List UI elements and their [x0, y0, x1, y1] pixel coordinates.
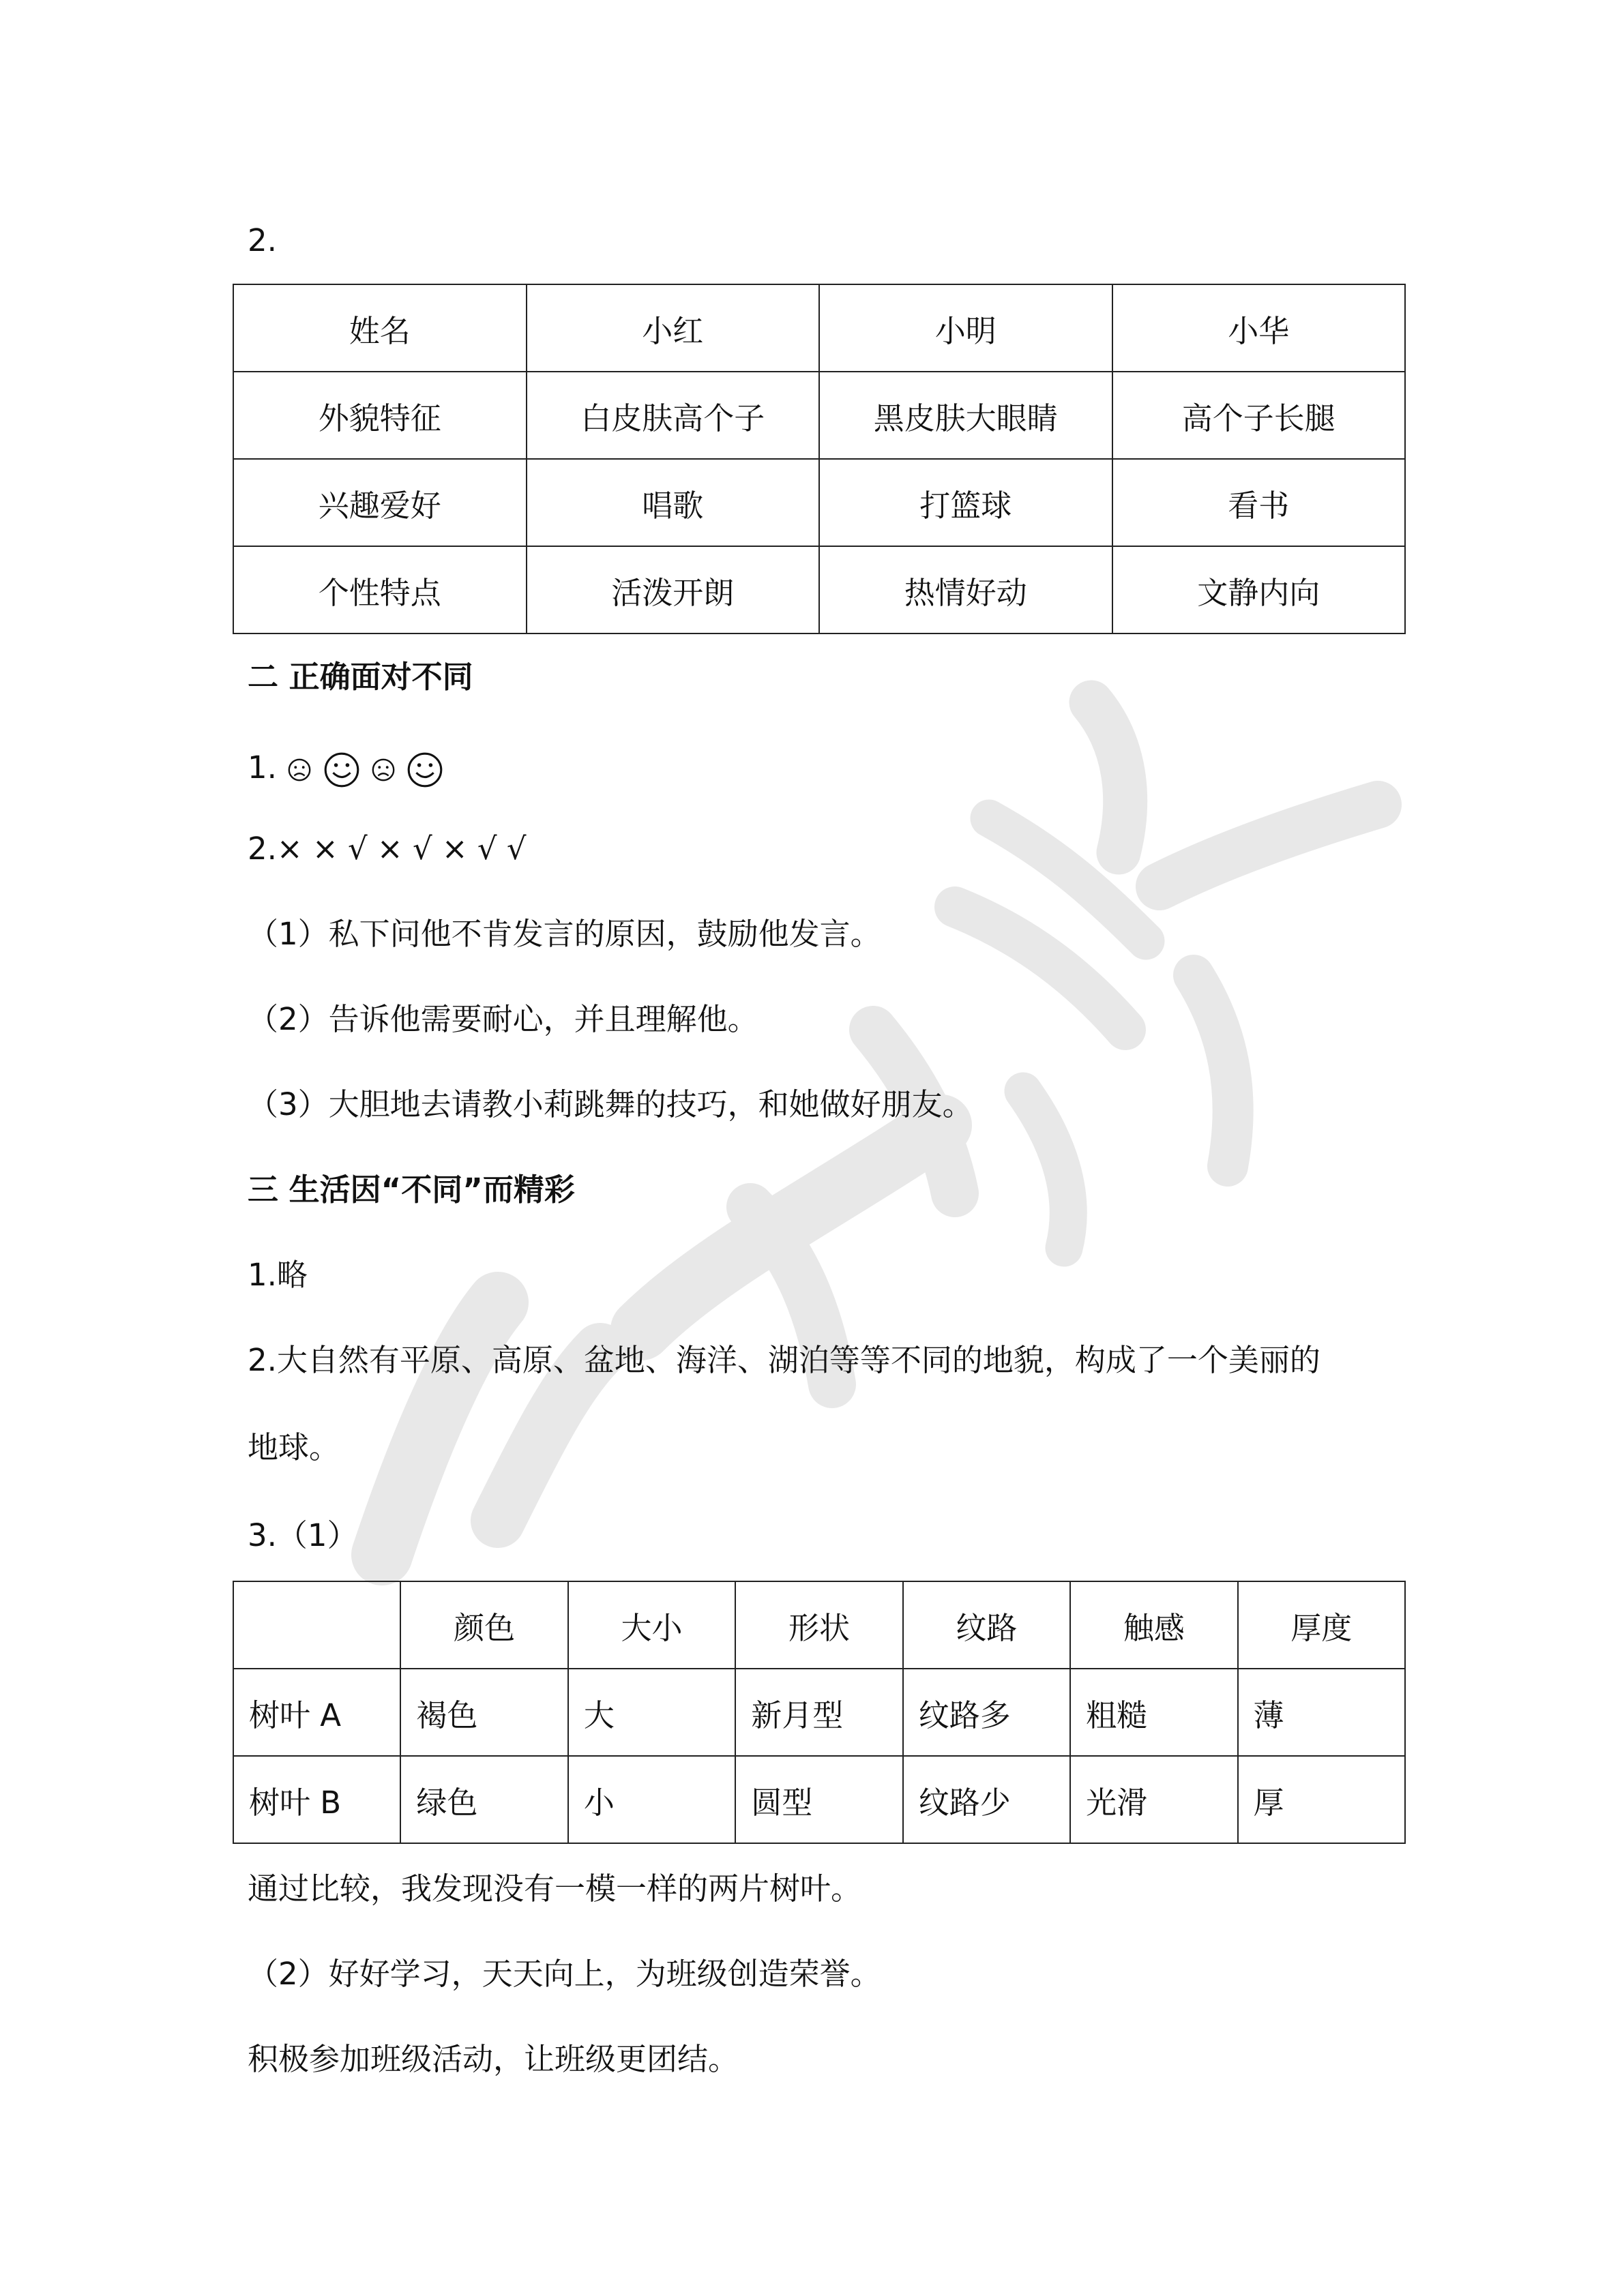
table-header-cell: 纹路	[903, 1581, 1070, 1669]
table-cell: 黑皮肤大眼睛	[819, 372, 1112, 459]
table-cell: 新月型	[735, 1669, 902, 1756]
section-3-item-2-line-1: 2.大自然有平原、高原、盆地、海洋、湖泊等等不同的地貌，构成了一个美丽的	[248, 1342, 1320, 1378]
table-cell: 打篮球	[819, 459, 1112, 546]
table-cell: 光滑	[1070, 1756, 1237, 1843]
table-cell: 白皮肤高个子	[527, 372, 820, 459]
item-1-label: 1.	[248, 749, 277, 786]
table-header-cell: 厚度	[1238, 1581, 1405, 1669]
table-cell: 小明	[819, 284, 1112, 372]
answer-1: （1）私下问他不肯发言的原因，鼓励他发言。	[248, 916, 881, 952]
conclusion-text: 通过比较，我发现没有一模一样的两片树叶。	[248, 1870, 862, 1907]
question-2-label: 2.	[248, 222, 277, 258]
section-2-item-2: 2.× × √ × √ × √ √	[248, 831, 527, 867]
table-cell: 外貌特征	[233, 372, 527, 459]
table-cell: 绿色	[400, 1756, 567, 1843]
table-cell: 活泼开朗	[527, 546, 820, 633]
table-cell: 看书	[1112, 459, 1406, 546]
table-cell: 纹路多	[903, 1669, 1070, 1756]
table-row	[233, 1669, 1405, 1756]
section-3-item-3-label: 3.（1）	[248, 1517, 358, 1553]
table-cell: 热情好动	[819, 546, 1112, 633]
smile-face-icon	[406, 751, 444, 789]
table-cell: 树叶 A	[233, 1669, 400, 1756]
table-cell: 薄	[1238, 1669, 1405, 1756]
table-header-cell: 形状	[735, 1581, 902, 1669]
table-row	[233, 284, 1405, 372]
answer-3: （3）大胆地去请教小莉跳舞的技巧，和她做好朋友。	[248, 1086, 973, 1122]
table-row	[233, 372, 1405, 459]
sad-face-icon	[370, 757, 396, 783]
table-cell: 粗糙	[1070, 1669, 1237, 1756]
watermark-logo	[341, 648, 1432, 1602]
profile-table	[233, 284, 1406, 634]
answer-2: （2）告诉他需要耐心，并且理解他。	[248, 1001, 758, 1037]
table-cell: 小红	[527, 284, 820, 372]
table-cell: 小华	[1112, 284, 1406, 372]
table-cell: 文静内向	[1112, 546, 1406, 633]
table-cell: 褐色	[400, 1669, 567, 1756]
section-3-item-2-line-2: 地球。	[248, 1429, 340, 1465]
table-header-cell: 触感	[1070, 1581, 1237, 1669]
table-cell: 大	[568, 1669, 735, 1756]
table-cell: 高个子长腿	[1112, 372, 1406, 459]
table-cell: 兴趣爱好	[233, 459, 527, 546]
sad-face-icon	[286, 757, 312, 783]
table-cell: 唱歌	[527, 459, 820, 546]
table-header-cell: 大小	[568, 1581, 735, 1669]
table-cell: 树叶 B	[233, 1756, 400, 1843]
table-cell: 姓名	[233, 284, 527, 372]
smile-face-icon	[323, 751, 361, 789]
table-cell: 小	[568, 1756, 735, 1843]
table-cell: 纹路少	[903, 1756, 1070, 1843]
table-cell: 厚	[1238, 1756, 1405, 1843]
section-3-title: 三 生活因“不同”而精彩	[248, 1172, 575, 1208]
section-2-item-1	[248, 747, 444, 789]
section-2-title: 二 正确面对不同	[248, 659, 473, 695]
table-header-row	[233, 1581, 1405, 1669]
section-3-item-3-part-2b: 积极参加班级活动，让班级更团结。	[248, 2041, 739, 2077]
leaf-comparison-table	[233, 1581, 1406, 1844]
table-row	[233, 1756, 1405, 1843]
section-3-item-1: 1.略	[248, 1257, 308, 1293]
table-header-cell: 颜色	[400, 1581, 567, 1669]
section-3-item-3-part-2: （2）好好学习，天天向上，为班级创造荣誉。	[248, 1956, 881, 1992]
table-row	[233, 459, 1405, 546]
table-header-cell	[233, 1581, 400, 1669]
table-cell: 圆型	[735, 1756, 902, 1843]
table-cell: 个性特点	[233, 546, 527, 633]
table-row	[233, 546, 1405, 633]
